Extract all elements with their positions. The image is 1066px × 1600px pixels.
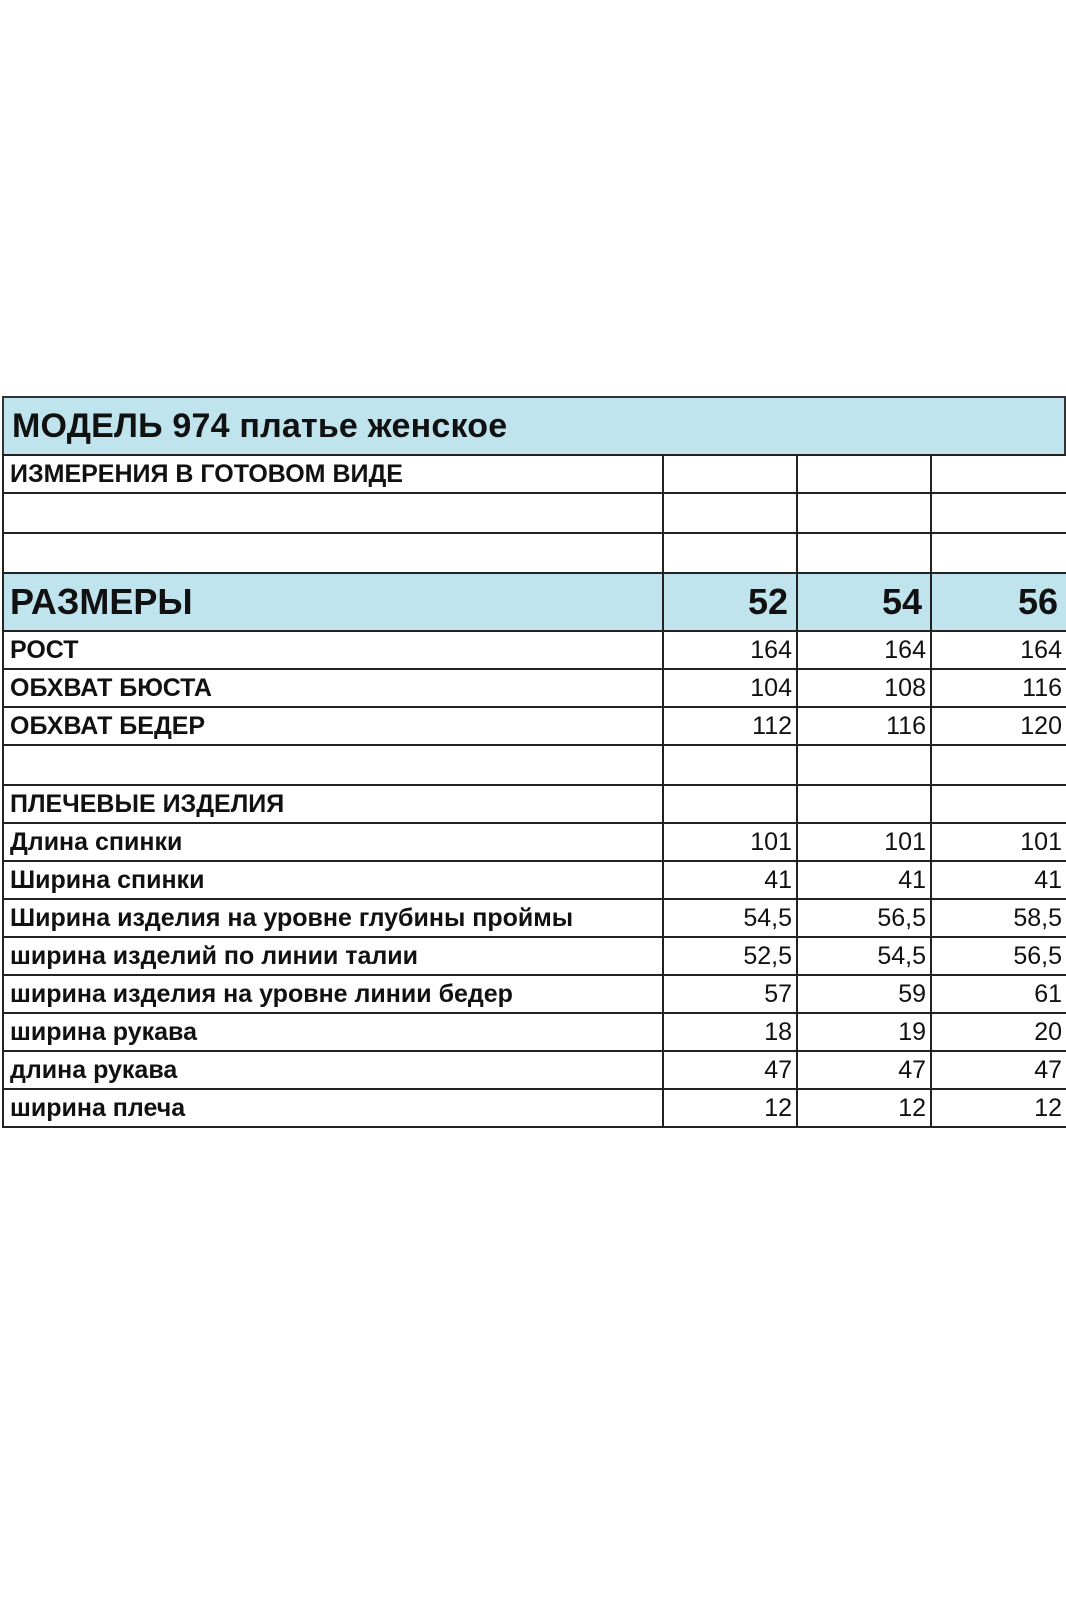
cell-value: 19 [797, 1013, 931, 1051]
cell-value: 101 [663, 823, 797, 861]
row-label: ширина изделия на уровне линии бедер [3, 975, 663, 1013]
empty-cell [797, 785, 931, 823]
empty-cell [663, 745, 797, 785]
table-row [3, 631, 1066, 669]
cell-value: 58,5 [931, 899, 1066, 937]
empty-cell [931, 745, 1066, 785]
table-row [3, 1051, 1066, 1089]
empty-row [3, 533, 1066, 573]
cell-value: 116 [797, 707, 931, 745]
sizes-label: РАЗМЕРЫ [3, 573, 663, 631]
cell-value: 120 [931, 707, 1066, 745]
section-label-measurements: ИЗМЕРЕНИЯ В ГОТОВОМ ВИДЕ [3, 455, 663, 493]
row-label: Длина спинки [3, 823, 663, 861]
model-title: МОДЕЛЬ 974 платье женское [2, 396, 1066, 454]
size-56: 56 [931, 573, 1066, 631]
row-label: длина рукава [3, 1051, 663, 1089]
row-label: Ширина изделия на уровне глубины проймы [3, 899, 663, 937]
cell-value: 116 [931, 669, 1066, 707]
table-row [3, 975, 1066, 1013]
empty-row [3, 745, 1066, 785]
row-label: РОСТ [3, 631, 663, 669]
cell-value: 52,5 [663, 937, 797, 975]
table-row [3, 861, 1066, 899]
row-label: ширина рукава [3, 1013, 663, 1051]
empty-cell [663, 455, 797, 493]
cell-value: 18 [663, 1013, 797, 1051]
empty-cell [931, 533, 1066, 573]
cell-value: 47 [797, 1051, 931, 1089]
cell-value: 12 [663, 1089, 797, 1127]
cell-value: 101 [931, 823, 1066, 861]
cell-value: 41 [663, 861, 797, 899]
cell-value: 12 [797, 1089, 931, 1127]
cell-value: 54,5 [797, 937, 931, 975]
empty-cell [931, 493, 1066, 533]
cell-value: 47 [663, 1051, 797, 1089]
row-label: ширина изделий по линии талии [3, 937, 663, 975]
cell-value: 104 [663, 669, 797, 707]
section-row-measurements [3, 455, 1066, 493]
cell-value: 41 [797, 861, 931, 899]
table-row [3, 823, 1066, 861]
size-54: 54 [797, 573, 931, 631]
table-row [3, 707, 1066, 745]
empty-cell [663, 533, 797, 573]
table-row [3, 899, 1066, 937]
empty-cell [797, 533, 931, 573]
row-label: ширина плеча [3, 1089, 663, 1127]
cell-value: 56,5 [797, 899, 931, 937]
cell-value: 112 [663, 707, 797, 745]
cell-value: 164 [931, 631, 1066, 669]
size-chart [2, 396, 1066, 1128]
cell-value: 108 [797, 669, 931, 707]
empty-cell [797, 455, 931, 493]
cell-value: 59 [797, 975, 931, 1013]
empty-cell [797, 493, 931, 533]
cell-value: 20 [931, 1013, 1066, 1051]
cell-value: 12 [931, 1089, 1066, 1127]
cell-value: 47 [931, 1051, 1066, 1089]
cell-value: 164 [663, 631, 797, 669]
empty-cell [931, 785, 1066, 823]
empty-cell [3, 493, 663, 533]
row-label: ОБХВАТ БЕДЕР [3, 707, 663, 745]
section-row-shoulder [3, 785, 1066, 823]
cell-value: 56,5 [931, 937, 1066, 975]
table-row [3, 937, 1066, 975]
size-52: 52 [663, 573, 797, 631]
cell-value: 61 [931, 975, 1066, 1013]
table-row [3, 1089, 1066, 1127]
section-label-shoulder: ПЛЕЧЕВЫЕ ИЗДЕЛИЯ [3, 785, 663, 823]
sizes-header-row [3, 573, 1066, 631]
empty-cell [931, 455, 1066, 493]
empty-cell [797, 745, 931, 785]
table-row [3, 1013, 1066, 1051]
cell-value: 164 [797, 631, 931, 669]
cell-value: 57 [663, 975, 797, 1013]
empty-row [3, 493, 1066, 533]
row-label: Ширина спинки [3, 861, 663, 899]
cell-value: 101 [797, 823, 931, 861]
row-label: ОБХВАТ БЮСТА [3, 669, 663, 707]
cell-value: 41 [931, 861, 1066, 899]
cell-value: 54,5 [663, 899, 797, 937]
empty-cell [663, 785, 797, 823]
measurements-table [2, 454, 1066, 1128]
empty-cell [3, 745, 663, 785]
empty-cell [3, 533, 663, 573]
table-row [3, 669, 1066, 707]
empty-cell [663, 493, 797, 533]
